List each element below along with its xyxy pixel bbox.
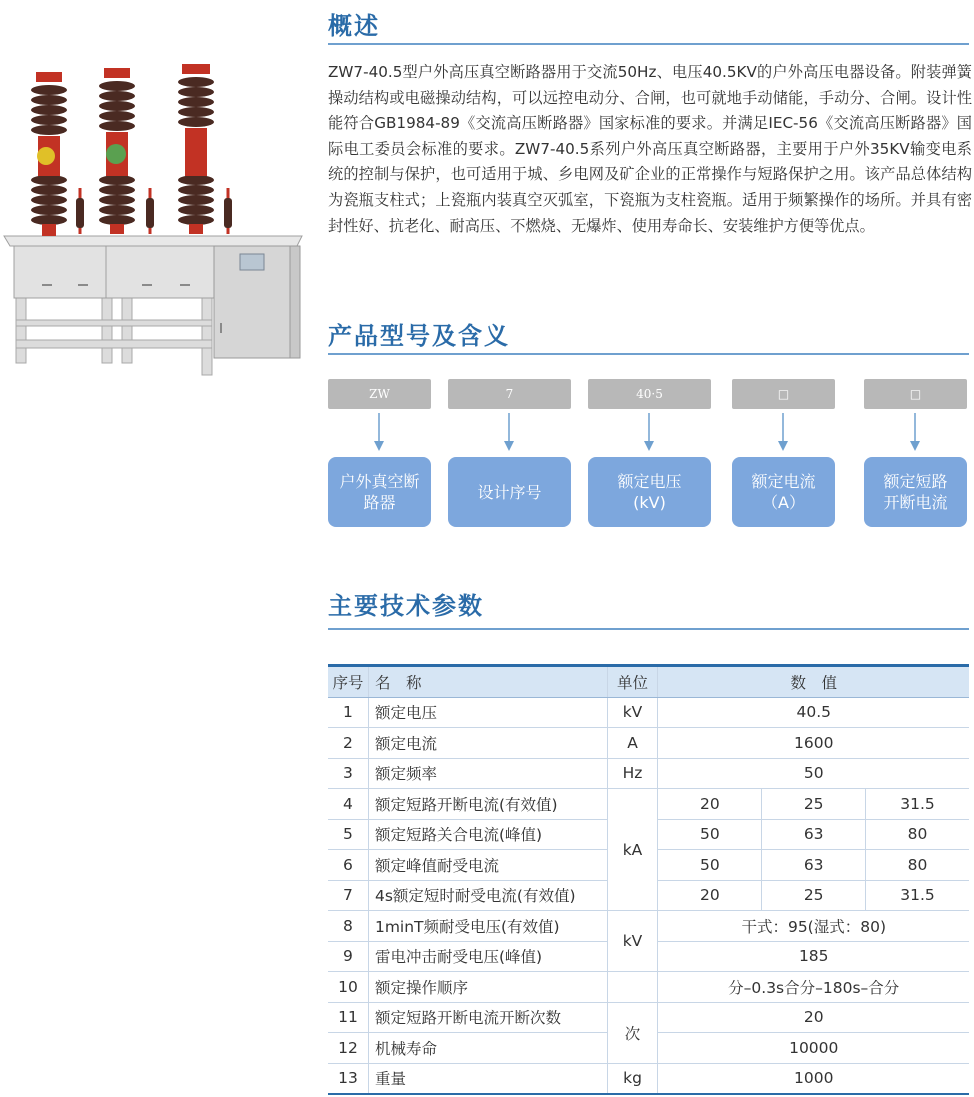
- table-row: [328, 697, 969, 728]
- cell-no: 1: [328, 697, 368, 728]
- table-row: [328, 758, 969, 789]
- cell-no: 5: [328, 819, 368, 850]
- header-no: 序号: [328, 666, 368, 698]
- cell-unit: kg: [607, 1063, 658, 1094]
- product-photo: [2, 58, 314, 378]
- cell-no: 9: [328, 941, 368, 972]
- header-unit: 单位: [607, 666, 658, 698]
- table-row: [328, 789, 969, 820]
- cell-unit: Hz: [607, 758, 658, 789]
- table-row: [328, 911, 969, 942]
- cell-value: 185: [658, 941, 969, 972]
- model-meaning-box: 额定电流 （A）: [732, 457, 835, 527]
- down-arrow-icon: [503, 413, 515, 451]
- cell-value: 干式：95(湿式：80): [658, 911, 969, 942]
- model-title-rule: [328, 353, 969, 355]
- cell-value: 31.5: [866, 789, 969, 820]
- cell-value: 50: [658, 850, 762, 881]
- cell-name: 额定短路开断电流开断次数: [368, 1002, 607, 1033]
- cell-name: 额定操作顺序: [368, 972, 607, 1003]
- cell-name: 额定频率: [368, 758, 607, 789]
- cell-value: 1000: [658, 1063, 969, 1094]
- cell-value: 25: [762, 880, 866, 911]
- model-meaning-box: 户外真空断 路器: [328, 457, 431, 527]
- model-code-box: □: [732, 379, 835, 409]
- cell-value: 20: [658, 789, 762, 820]
- cell-name: 额定电流: [368, 728, 607, 759]
- cell-no: 11: [328, 1002, 368, 1033]
- cell-no: 12: [328, 1033, 368, 1064]
- header-name: 名 称: [368, 666, 607, 698]
- cell-value: 分–0.3s合分–180s–合分: [658, 972, 969, 1003]
- cell-value: 40.5: [658, 697, 969, 728]
- table-row: [328, 972, 969, 1003]
- cell-unit: kV: [607, 697, 658, 728]
- cell-unit: kA: [607, 789, 658, 911]
- overview-paragraph: ZW7-40.5型户外高压真空断路器用于交流50Hz、电压40.5KV的户外高压电器设备。附装弹簧操动结构或电磁操动结构，可以远控电动分、合闸，也可就地手动储能，手动分、合闸。设计性能符合GB1984-89《交流高压断路器》国家标准的要求。并满足IEC-56《交流高压断路器》国际电工委员会标准的要求。ZW7-40.5系列户外高压真空断路器，主要用于户外35KV输变电系统的控制与保护，也可适用于城、乡电网及矿企业的正常操作与短路保护之用。该产品总体结构为瓷瓶支柱式；上瓷瓶内装真空灭弧室，下瓷瓶为支柱瓷瓶。适用于频繁操作的场所。并具有密封性好、抗老化、耐高压、不燃烧、无爆炸、使用寿命长、安装维护方便等优点。: [328, 63, 972, 235]
- cell-name: 额定短路开断电流(有效值): [368, 789, 607, 820]
- cell-no: 6: [328, 850, 368, 881]
- cell-value: 31.5: [866, 880, 969, 911]
- cell-value: 50: [658, 819, 762, 850]
- cell-name: 额定电压: [368, 697, 607, 728]
- down-arrow-icon: [909, 413, 921, 451]
- cell-no: 13: [328, 1063, 368, 1094]
- cell-no: 4: [328, 789, 368, 820]
- table-row: [328, 728, 969, 759]
- table-header-row: [328, 666, 969, 698]
- specs-title-rule: [328, 628, 969, 630]
- cell-value: 63: [762, 850, 866, 881]
- cell-no: 2: [328, 728, 368, 759]
- cell-no: 3: [328, 758, 368, 789]
- cell-value: 80: [866, 819, 969, 850]
- cell-name: 额定峰值耐受电流: [368, 850, 607, 881]
- cell-name: 机械寿命: [368, 1033, 607, 1064]
- model-meaning-box: 额定电压 (kV): [588, 457, 711, 527]
- specs-table: [328, 664, 969, 1095]
- cell-unit: A: [607, 728, 658, 759]
- cell-value: 80: [866, 850, 969, 881]
- down-arrow-icon: [373, 413, 385, 451]
- cell-unit: kV: [607, 911, 658, 972]
- specs-title: 主要技术参数: [328, 592, 484, 620]
- down-arrow-icon: [777, 413, 789, 451]
- cell-no: 10: [328, 972, 368, 1003]
- cell-value: 10000: [658, 1033, 969, 1064]
- table-row: [328, 1002, 969, 1033]
- cell-value: 1600: [658, 728, 969, 759]
- table-row: [328, 1063, 969, 1094]
- cell-unit: [607, 972, 658, 1003]
- header-value: 数 值: [658, 666, 969, 698]
- down-arrow-icon: [643, 413, 655, 451]
- model-meaning-box: 额定短路 开断电流: [864, 457, 967, 527]
- cell-value: 50: [658, 758, 969, 789]
- cell-unit: 次: [607, 1002, 658, 1063]
- cell-name: 雷电冲击耐受电压(峰值): [368, 941, 607, 972]
- cell-value: 20: [658, 1002, 969, 1033]
- cell-no: 8: [328, 911, 368, 942]
- model-meaning-box: 设计序号: [448, 457, 571, 527]
- model-code-box: □: [864, 379, 967, 409]
- cell-value: 63: [762, 819, 866, 850]
- cell-name: 额定短路关合电流(峰值): [368, 819, 607, 850]
- model-code-box: 40·5: [588, 379, 711, 409]
- model-code-box: 7: [448, 379, 571, 409]
- cell-name: 1minT频耐受电压(有效值): [368, 911, 607, 942]
- cell-name: 重量: [368, 1063, 607, 1094]
- overview-title: 概述: [328, 12, 380, 40]
- cell-no: 7: [328, 880, 368, 911]
- cell-value: 20: [658, 880, 762, 911]
- model-title: 产品型号及含义: [328, 322, 510, 350]
- overview-title-rule: [328, 43, 969, 45]
- cell-value: 25: [762, 789, 866, 820]
- model-code-box: ZW: [328, 379, 431, 409]
- cell-name: 4s额定短时耐受电流(有效值): [368, 880, 607, 911]
